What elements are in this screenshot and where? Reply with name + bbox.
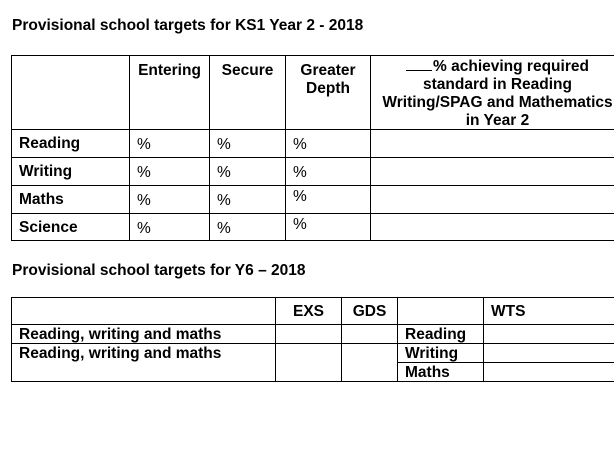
ks1-cell-achieving bbox=[370, 213, 614, 241]
ks1-cell-achieving bbox=[370, 157, 614, 185]
y6-cell-gds bbox=[341, 343, 397, 382]
y6-row-label: Reading, writing and maths bbox=[11, 343, 275, 382]
y6-cell-wts bbox=[483, 362, 614, 382]
ks1-cell-greater-depth: % bbox=[285, 129, 370, 157]
ks1-cell-greater-depth: % bbox=[285, 185, 370, 213]
y6-header-subject-blank bbox=[397, 297, 483, 324]
ks1-header-greater-depth: Greater Depth bbox=[285, 55, 370, 129]
y6-cell-wts bbox=[483, 324, 614, 343]
ks1-cell-greater-depth: % bbox=[285, 157, 370, 185]
ks1-header-achieving-text: % achieving required standard in Reading Writing/SPAG and Mathematics in Year 2 bbox=[382, 58, 613, 129]
y6-subject-label: Maths bbox=[397, 362, 483, 382]
ks1-cell-achieving bbox=[370, 129, 614, 157]
ks1-row-subject: Maths bbox=[11, 185, 129, 213]
ks1-header-achieving bbox=[370, 55, 614, 129]
y6-subject-label: Reading bbox=[397, 324, 483, 343]
ks1-cell-secure: % bbox=[209, 185, 285, 213]
ks1-cell-secure: % bbox=[209, 157, 285, 185]
y6-cell-gds bbox=[341, 324, 397, 343]
y6-row-label: Reading, writing and maths bbox=[11, 324, 275, 343]
ks1-cell-entering: % bbox=[129, 185, 209, 213]
y6-header-gds: GDS bbox=[341, 297, 397, 324]
ks1-header-blank bbox=[11, 55, 129, 129]
ks1-cell-entering: % bbox=[129, 157, 209, 185]
ks1-row-subject: Reading bbox=[11, 129, 129, 157]
y6-header-wts: WTS bbox=[483, 297, 614, 324]
ks1-header-entering: Entering bbox=[129, 55, 209, 129]
ks1-cell-entering: % bbox=[129, 213, 209, 241]
ks1-row-subject: Writing bbox=[11, 157, 129, 185]
ks1-cell-secure: % bbox=[209, 129, 285, 157]
y6-subject-label: Writing bbox=[397, 343, 483, 362]
ks1-cell-achieving bbox=[370, 185, 614, 213]
y6-cell-exs bbox=[275, 324, 341, 343]
ks1-header-secure: Secure bbox=[209, 55, 285, 129]
blank-percentage-line bbox=[406, 56, 432, 71]
y6-title: Provisional school targets for Y6 – 2018 bbox=[12, 262, 306, 279]
ks1-cell-greater-depth: % bbox=[285, 213, 370, 241]
ks1-row-subject: Science bbox=[11, 213, 129, 241]
y6-header-exs: EXS bbox=[275, 297, 341, 324]
ks1-title: Provisional school targets for KS1 Year 2 - 2018 bbox=[12, 17, 364, 34]
y6-cell-exs bbox=[275, 343, 341, 382]
ks1-cell-secure: % bbox=[209, 213, 285, 241]
ks1-cell-entering: % bbox=[129, 129, 209, 157]
y6-header-blank bbox=[11, 297, 275, 324]
y6-cell-wts bbox=[483, 343, 614, 362]
